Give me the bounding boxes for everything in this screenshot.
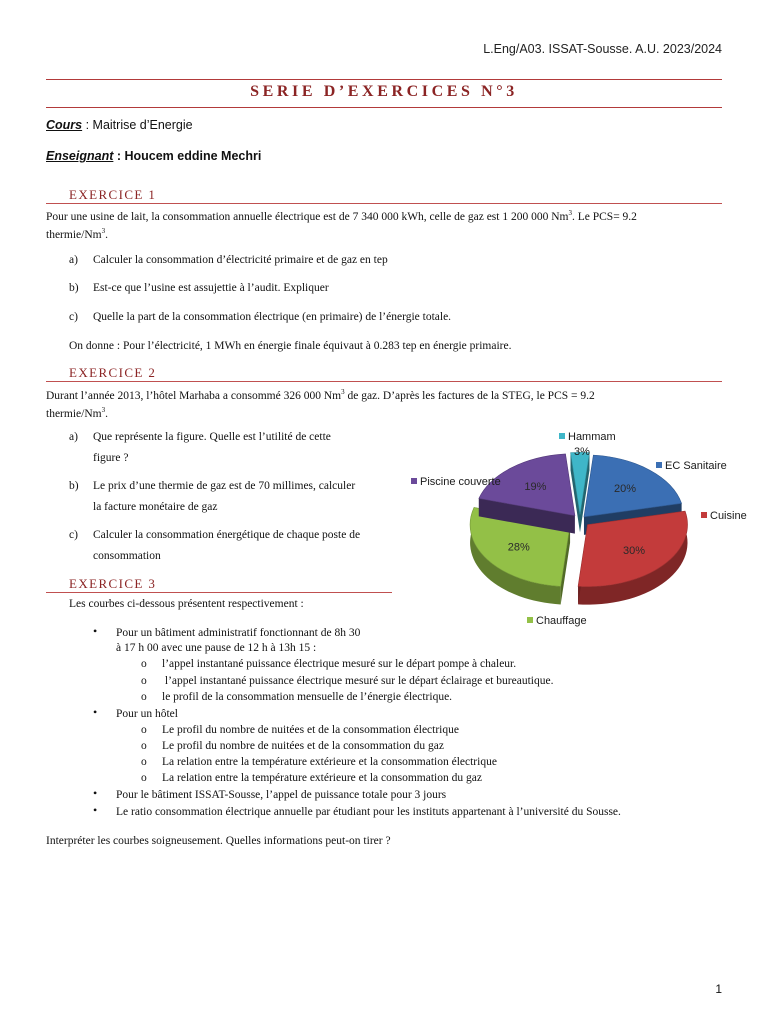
course-line bbox=[46, 118, 193, 132]
pie-value-label: 19% bbox=[524, 481, 547, 494]
ex1-item-b-letter: b) bbox=[69, 282, 79, 294]
ex3-b4: Le ratio consommation électrique annuelle par étudiant pour les instituts appartenant à l’université du Sousse. bbox=[116, 806, 621, 818]
pie-value-label: 20% bbox=[613, 483, 636, 496]
teacher-label: Enseignant bbox=[46, 149, 114, 163]
ex2-item-b-letter: b) bbox=[69, 480, 79, 492]
ex3-b1-line2: à 17 h 00 avec une pause de 12 h à 13h 15 : bbox=[116, 642, 317, 654]
sub-bullet: o bbox=[141, 658, 147, 670]
ex2-intro-text: Durant l’année 2013, l’hôtel Marhaba a consommé 326 000 Nm bbox=[46, 389, 342, 402]
legend-swatch bbox=[559, 433, 565, 439]
course-label: Cours bbox=[46, 118, 83, 132]
exercise-1-heading: EXERCICE 1 bbox=[69, 187, 157, 202]
title-rule-top bbox=[46, 79, 722, 80]
pie-layer bbox=[470, 452, 687, 604]
exercise-3-heading: EXERCICE 3 bbox=[69, 576, 157, 591]
ex1-item-c-letter: c) bbox=[69, 311, 78, 323]
legend-swatch bbox=[411, 478, 417, 484]
ex2-item-c-line2: consommation bbox=[93, 550, 161, 562]
ex1-intro-text: Pour une usine de lait, la consommation annuelle électrique est de 7 340 000 kWh, celle de gaz est 1 200 000 Nm bbox=[46, 210, 569, 223]
ex1-intro-text-2: . Le PCS= 9.2 bbox=[571, 210, 637, 223]
ex3-b1-sub-1: l’appel instantané puissance électrique mesuré sur le départ pompe à chaleur. bbox=[162, 658, 517, 670]
ex2-intro-sup: 3 bbox=[341, 388, 345, 396]
ex2-intro-text-2: de gaz. D’après les factures de la STEG, le PCS = 9.2 bbox=[344, 389, 595, 402]
ex3-conclusion: Interpréter les courbes soigneusement. Quelles informations peut-on tirer ? bbox=[46, 835, 391, 847]
ex3-b1-sub-2: l’appel instantané puissance électrique mesuré sur le départ éclairage et bureautique. bbox=[162, 675, 554, 687]
ex3-b1-sub-3: le profil de la consommation mensuelle de l’énergie électrique. bbox=[162, 691, 453, 703]
ex1-note: On donne : Pour l’électricité, 1 MWh en énergie finale équivaut à 0.283 tep en énergie primaire. bbox=[69, 340, 512, 352]
exercise-2-rule bbox=[46, 381, 722, 382]
legend-swatch bbox=[656, 462, 662, 468]
sub-bullet: o bbox=[141, 724, 147, 736]
ex3-b3: Pour le bâtiment ISSAT-Sousse, l’appel de puissance totale pour 3 jours bbox=[116, 789, 447, 801]
ex2-intro-end: . bbox=[105, 407, 108, 420]
bullet-dot: • bbox=[93, 705, 98, 719]
course-value: : Maitrise d’Energie bbox=[82, 118, 193, 132]
pie-category-label: Cuisine bbox=[710, 510, 747, 522]
sub-bullet: o bbox=[141, 691, 147, 703]
page-number: 1 bbox=[715, 982, 722, 996]
legend-swatch bbox=[527, 617, 533, 623]
legend-swatch bbox=[701, 512, 707, 518]
ex2-item-a-letter: a) bbox=[69, 431, 78, 443]
document-reference: L.Eng/A03. ISSAT-Sousse. A.U. 2023/2024 bbox=[483, 42, 722, 56]
ex2-item-b-line2: la facture monétaire de gaz bbox=[93, 501, 218, 513]
exercise-2-heading: EXERCICE 2 bbox=[69, 365, 157, 380]
ex2-item-c-letter: c) bbox=[69, 529, 78, 541]
ex3-b2-sub-1: Le profil du nombre de nuitées et de la consommation électrique bbox=[162, 724, 459, 736]
ex2-intro-sup-2: 3 bbox=[101, 405, 106, 414]
ex1-item-a-text: Calculer la consommation d’électricité primaire et de gaz en tep bbox=[93, 254, 388, 266]
ex1-item-a-letter: a) bbox=[69, 254, 78, 266]
bullet-dot: • bbox=[93, 803, 98, 817]
teacher-value: : Houcem eddine Mechri bbox=[113, 149, 262, 163]
pie-value-label: 30% bbox=[622, 545, 646, 558]
ex2-intro-text-3: thermie/Nm bbox=[46, 407, 102, 420]
sub-bullet: o bbox=[141, 740, 147, 752]
ex3-b2: Pour un hôtel bbox=[116, 708, 178, 720]
ex1-intro-sup-2: 3 bbox=[101, 226, 106, 235]
pie-category-label: Hammam bbox=[568, 431, 616, 443]
sub-bullet: o bbox=[141, 772, 147, 784]
bullet-dot: • bbox=[93, 624, 98, 638]
consumption-pie-chart bbox=[400, 425, 760, 635]
page-title: SERIE D’EXERCICES N°3 bbox=[250, 83, 518, 100]
exercise-1-intro bbox=[46, 206, 726, 242]
exercise-2-intro bbox=[46, 385, 726, 421]
ex3-intro: Les courbes ci-dessous présentent respectivement : bbox=[69, 598, 304, 610]
ex1-intro-sup: 3 bbox=[568, 209, 572, 217]
pie-category-label: EC Sanitaire bbox=[665, 460, 727, 472]
teacher-line bbox=[46, 149, 261, 163]
ex2-item-c-line1: Calculer la consommation énergétique de chaque poste de bbox=[93, 529, 361, 541]
pie-category-label: Chauffage bbox=[536, 615, 587, 627]
ex3-b2-sub-4: La relation entre la température extérieure et la consommation du gaz bbox=[162, 772, 482, 784]
ex1-item-b-text: Est-ce que l’usine est assujettie à l’audit. Expliquer bbox=[93, 282, 329, 294]
pie-value-label: 3% bbox=[574, 446, 590, 458]
pie-value-label: 28% bbox=[507, 541, 530, 554]
exercise-3-rule bbox=[46, 592, 392, 593]
exercise-1-rule bbox=[46, 203, 722, 204]
ex1-intro-text-3: thermie/Nm bbox=[46, 228, 102, 241]
sub-bullet: o bbox=[141, 675, 147, 687]
ex2-item-a-line2: figure ? bbox=[93, 452, 129, 464]
title-rule-bottom bbox=[46, 107, 722, 108]
sub-bullet: o bbox=[141, 756, 147, 768]
ex3-b1-line1: Pour un bâtiment administratif fonctionnant de 8h 30 bbox=[116, 627, 361, 639]
bullet-dot: • bbox=[93, 786, 98, 800]
ex2-item-b-line1: Le prix d’une thermie de gaz est de 70 millimes, calculer bbox=[93, 480, 356, 492]
pie-category-label: Piscine couverte bbox=[420, 476, 501, 488]
ex1-intro-end: . bbox=[105, 228, 108, 241]
ex3-b2-sub-3: La relation entre la température extérieure et la consommation électrique bbox=[162, 756, 497, 768]
ex2-item-a-line1: Que représente la figure. Quelle est l’utilité de cette bbox=[93, 431, 331, 443]
ex1-item-c-text: Quelle la part de la consommation électrique (en primaire) de l’énergie totale. bbox=[93, 311, 452, 323]
ex3-b2-sub-2: Le profil du nombre de nuitées et de la consommation du gaz bbox=[162, 740, 444, 752]
